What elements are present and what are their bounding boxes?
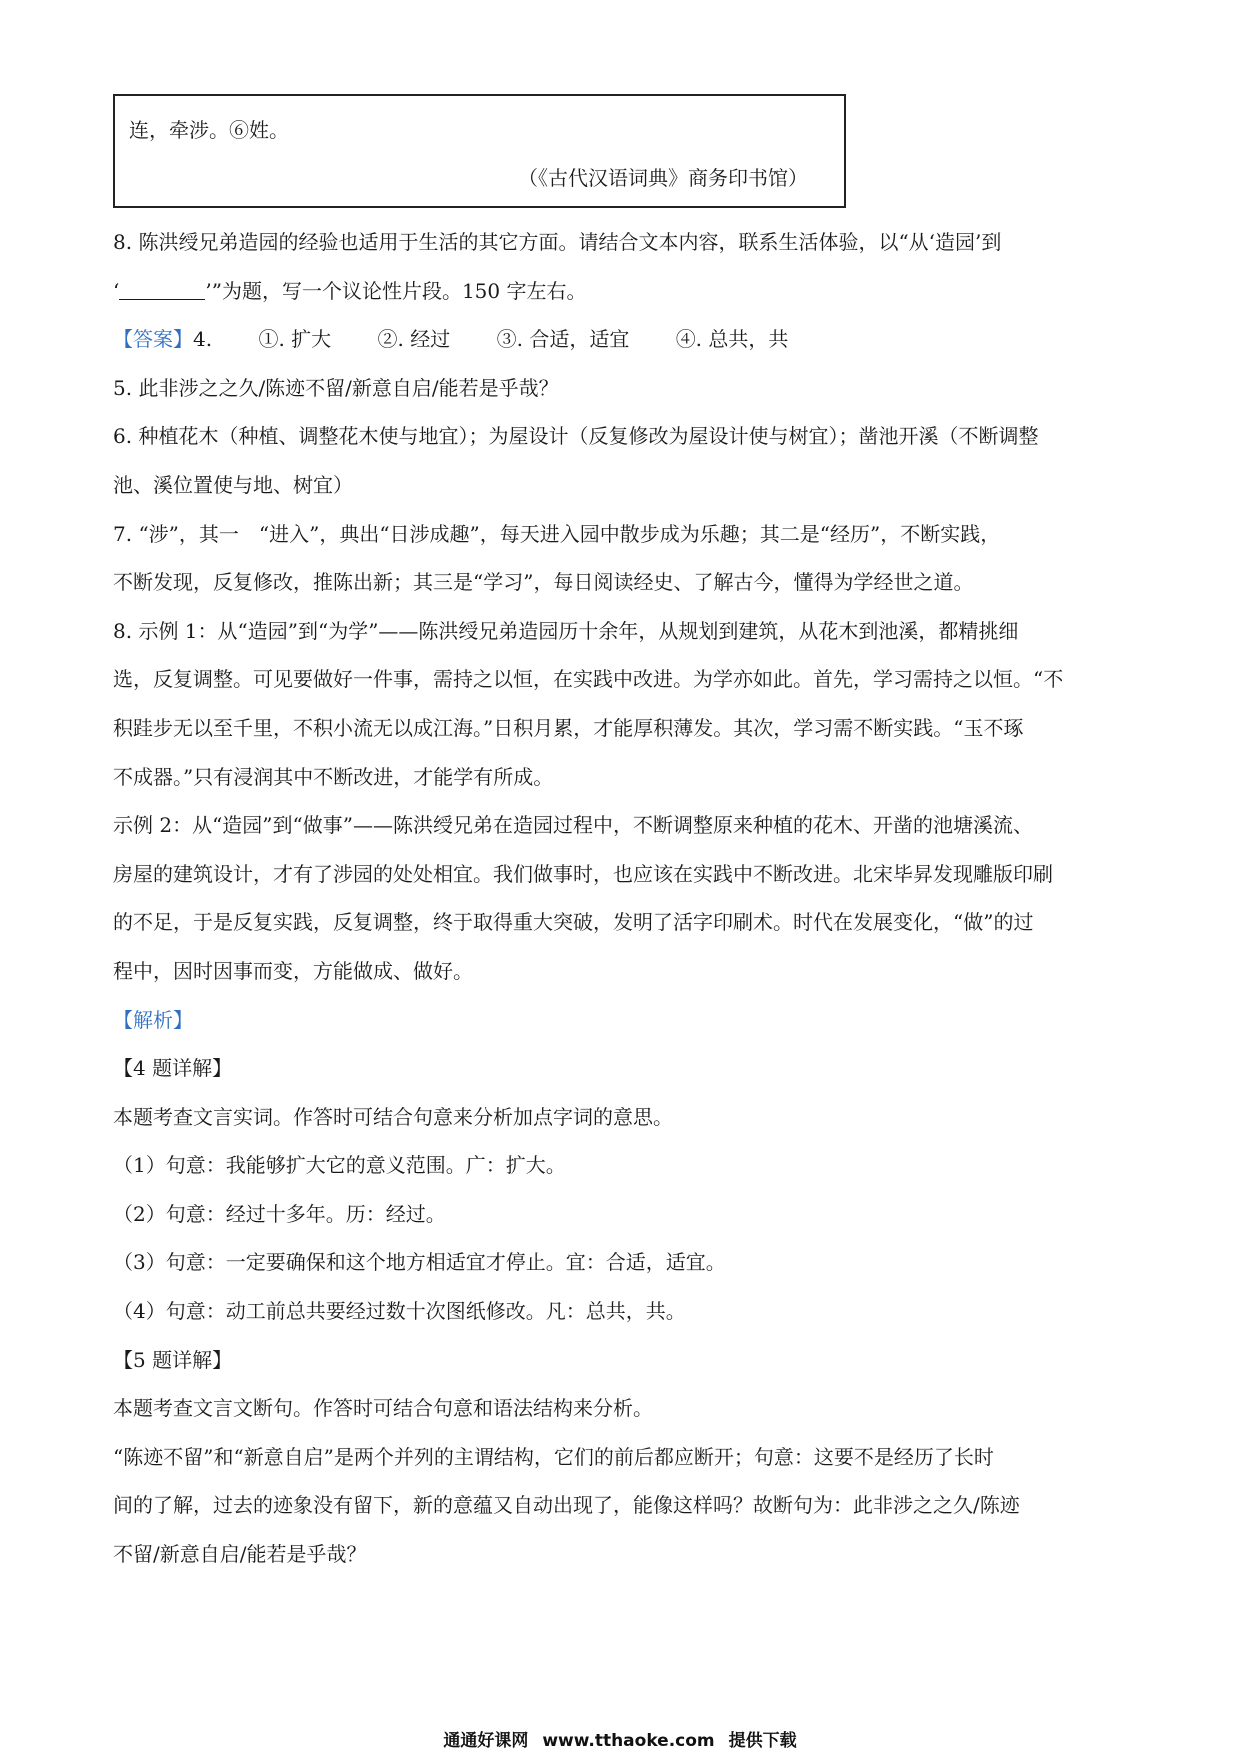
answer-q7-line: 7. “涉”，其一 “进入”，典出“日涉成趣”，每天进入园中散步成为乐趣；其二是“经历”，不断实践，: [113, 521, 1001, 546]
fill-blank: [119, 279, 205, 300]
q4-detail-intro: 本题考查文言实词。作答时可结合句意来分析加点字词的意思。: [113, 1104, 673, 1129]
q5-detail-line: 不留/新意自启/能若是乎哉？: [113, 1542, 367, 1567]
answer-q8-example2-line: 房屋的建筑设计，才有了涉园的处处相宜。我们做事时，也应该在实践中不断改进。北宋毕昇发现雕版印刷: [113, 861, 1053, 886]
page-footer: [0, 1726, 1240, 1751]
q4-detail-item: （1）句意：我能够扩大它的意义范围。广：扩大。: [113, 1153, 566, 1178]
dictionary-source: （《古代汉语词典》商务印书馆）: [518, 166, 808, 190]
answer-q6-line: 池、溪位置使与地、树宜）: [113, 472, 353, 497]
q5-detail-intro: 本题考查文言文断句。作答时可结合句意和语法结构来分析。: [113, 1396, 653, 1421]
answer-option: ②. 经过: [377, 327, 451, 352]
q4-detail-item: （3）句意：一定要确保和这个地方相适宜才停止。宜：合适，适宜。: [113, 1250, 726, 1275]
answer-q6-line: 6. 种植花木（种植、调整花木使与地宜）；为屋设计（反复修改为屋设计使与树宜）；凿池开溪（不断调整: [113, 424, 1039, 449]
answer-q8-example1-line: 不成器。”只有浸润其中不断改进，才能学有所成。: [113, 764, 554, 789]
answer-option: ③. 合适，适宜: [496, 327, 630, 352]
analysis-tag: 【解析】: [113, 1007, 193, 1032]
answer-q8-example1-line: 选，反复调整。可见要做好一件事，需持之以恒，在实践中改进。为学亦如此。首先，学习需持之以恒。“不: [113, 667, 1064, 692]
q4-detail-item: （4）句意：动工前总共要经过数十次图纸修改。凡：总共，共。: [113, 1299, 686, 1324]
answer-q5: 5. 此非涉之之久/陈迹不留/新意自启/能若是乎哉？: [113, 375, 559, 400]
answer-q8-example2-line: 示例 2：从“造园”到“做事”——陈洪绶兄弟在造园过程中，不断调整原来种植的花木、开凿的池塘溪流、: [113, 813, 1033, 838]
answer-tag: 【答案】: [113, 327, 193, 352]
question8-rest: ’”为题，写一个议论性片段。150 字左右。: [205, 278, 587, 303]
answer-q8-example1-line: 积跬步无以至千里，不积小流无以成江海。”日积月累，才能厚积薄发。其次，学习需不断实践。“玉不琢: [113, 715, 1024, 740]
q5-detail-line: 间的了解，过去的迹象没有留下，新的意蕴又自动出现了，能像这样吗？故断句为：此非涉之之久/陈迹: [113, 1493, 1020, 1518]
answer-q4-line: [113, 315, 1133, 364]
document-body: [113, 218, 1133, 1579]
answer-option: ①. 扩大: [258, 327, 332, 352]
open-quote: ‘: [113, 278, 120, 303]
answer-q7-line: 不断发现，反复修改，推陈出新；其三是“学习”，每日阅读经史、了解古今，懂得为学经世之道。: [113, 570, 974, 595]
answer-q8-example2-line: 的不足，于是反复实践，反复调整，终于取得重大突破，发明了活字印刷术。时代在发展变化，“做”的过: [113, 910, 1034, 935]
dictionary-entry-line: 连，牵涉。⑥姓。: [129, 118, 289, 142]
answer-option: ④. 总共，共: [675, 327, 789, 352]
answer-q4-prefix: 4.: [193, 327, 213, 352]
answer-q8-example2-line: 程中，因时因事而变，方能做成、做好。: [113, 958, 473, 983]
footer-site-name: 通通好课网: [443, 1731, 529, 1751]
footer-site-url: www.tthaoke.com: [542, 1731, 715, 1751]
question8-line: [113, 267, 1133, 316]
question8-line: 8. 陈洪绶兄弟造园的经验也适用于生活的其它方面。请结合文本内容，联系生活体验，以“从‘造园’到: [113, 230, 1002, 254]
dictionary-excerpt-box: [113, 94, 846, 208]
footer-suffix: 提供下载: [728, 1731, 797, 1751]
q4-detail-heading: 【4 题详解】: [113, 1056, 233, 1081]
q4-detail-item: （2）句意：经过十多年。历：经过。: [113, 1201, 446, 1226]
q5-detail-heading: 【5 题详解】: [113, 1347, 233, 1372]
q5-detail-line: “陈迹不留”和“新意自启”是两个并列的主谓结构，它们的前后都应断开；句意：这要不是经历了长时: [113, 1444, 994, 1469]
answer-q8-example1-line: 8. 示例 1：从“造园”到“为学”——陈洪绶兄弟造园历十余年，从规划到建筑，从花木到池溪，都精挑细: [113, 618, 1019, 643]
